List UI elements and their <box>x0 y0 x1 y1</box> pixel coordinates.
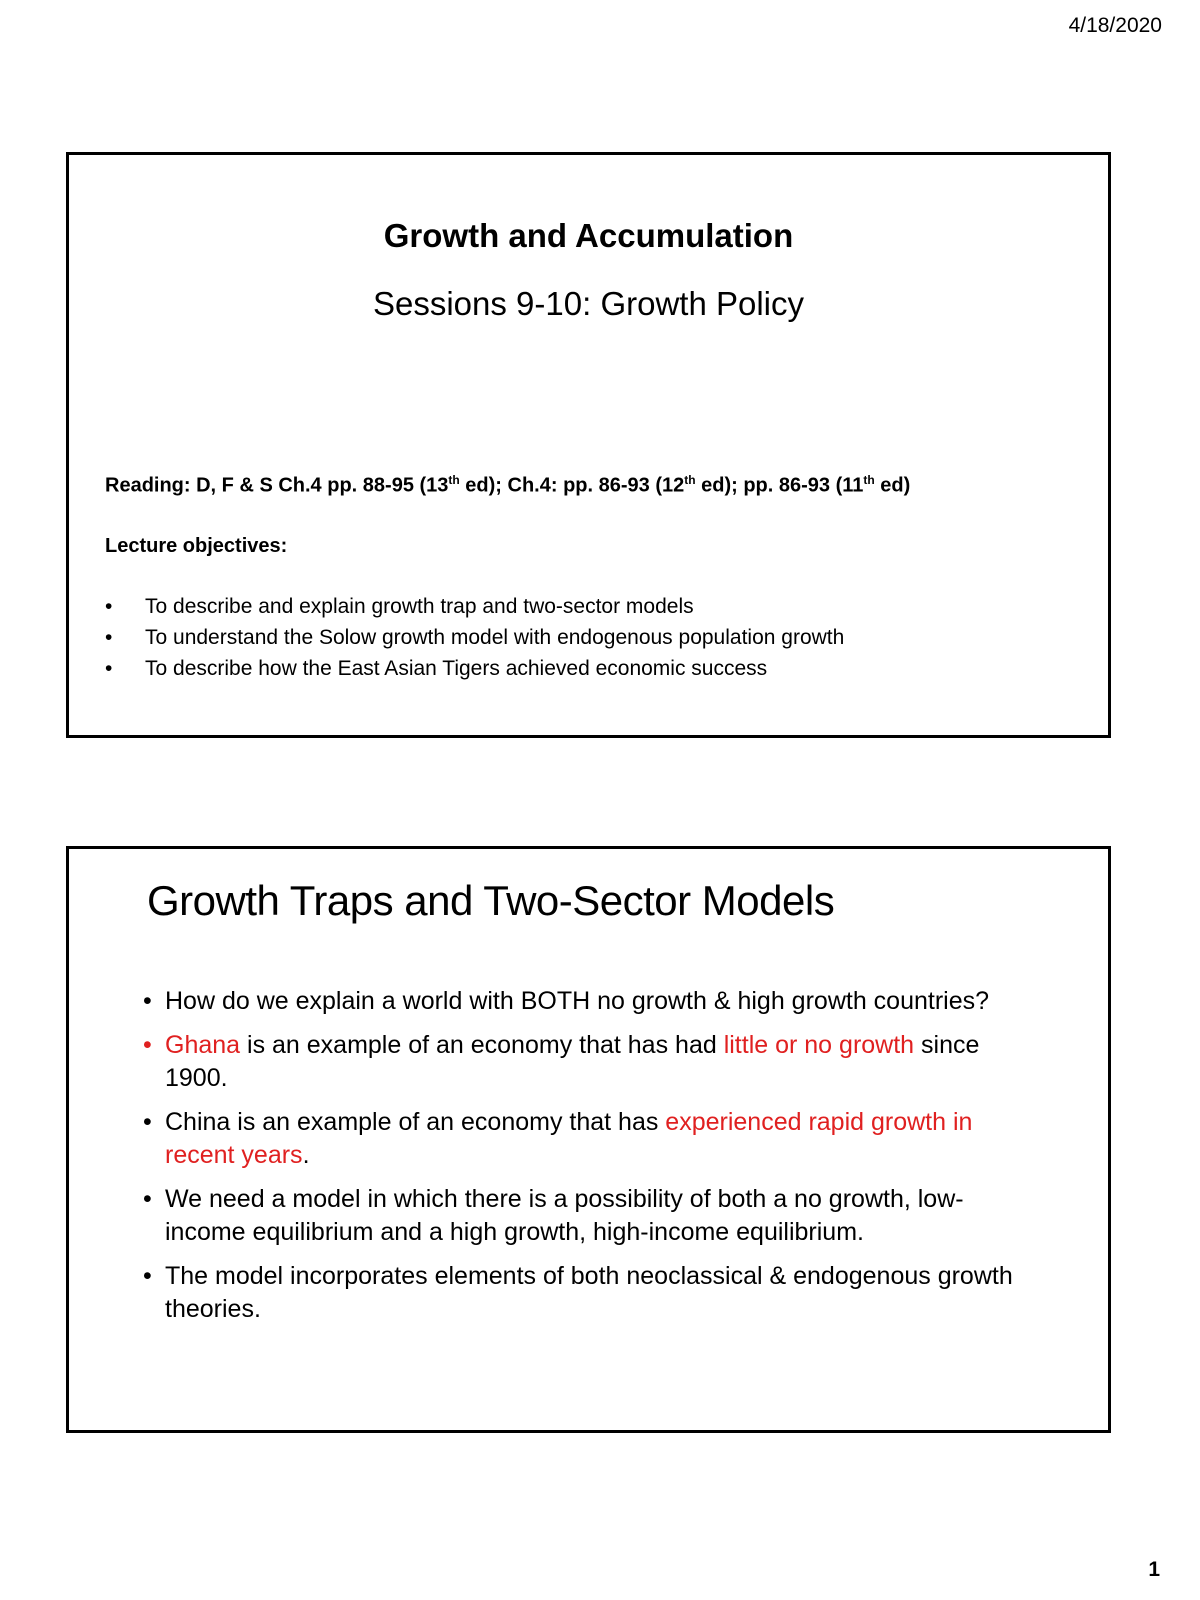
objectives-heading: Lecture objectives: <box>105 535 288 557</box>
list-item: • To understand the Solow growth model with endogenous population growth <box>105 622 844 653</box>
list-item: • The model incorporates elements of both neoclassical & endogenous growth theories. <box>143 1262 1013 1323</box>
bullet-icon: • <box>105 626 113 649</box>
slide-subtitle: Sessions 9-10: Growth Policy <box>372 285 804 322</box>
list-item: • How do we explain a world with BOTH no growth & high growth countries? <box>143 985 1043 1018</box>
list-item: • China is an example of an economy that has experienced rapid growth in recent years. <box>143 1108 973 1169</box>
list-item: • To describe how the East Asian Tigers achieved economic success <box>105 653 844 684</box>
page-date: 4/18/2020 <box>1068 14 1162 37</box>
slide-title: Growth and Accumulation <box>383 217 794 254</box>
list-item: • Ghana is an example of an economy that has had little or no growth since 1900. <box>143 1031 980 1092</box>
objectives-list <box>105 591 844 684</box>
list-item: • To describe and explain growth trap and two-sector models <box>105 591 844 622</box>
bullet-icon: • <box>143 1262 152 1290</box>
page-number: 1 <box>1148 1558 1160 1581</box>
bullet-icon: • <box>105 657 113 680</box>
list-item: • We need a model in which there is a possibility of both a no growth, low-income equilibrium and a high growth, high-income equilibrium. <box>143 1185 964 1246</box>
bullet-list <box>143 985 1043 1337</box>
bullet-icon: • <box>105 595 113 618</box>
bullet-icon: • <box>143 1031 152 1059</box>
bullet-icon: • <box>143 1108 152 1136</box>
slide-title-page <box>66 152 1111 738</box>
slide-title: Growth Traps and Two-Sector Models <box>147 877 835 924</box>
bullet-icon: • <box>143 1185 152 1213</box>
reading-reference: Reading: D, F & S Ch.4 pp. 88-95 (13th ed); Ch.4: pp. 86-93 (12th ed); pp. 86-93 (11th ed) <box>105 473 911 497</box>
slide-growth-traps <box>66 846 1111 1433</box>
bullet-icon: • <box>143 987 152 1015</box>
